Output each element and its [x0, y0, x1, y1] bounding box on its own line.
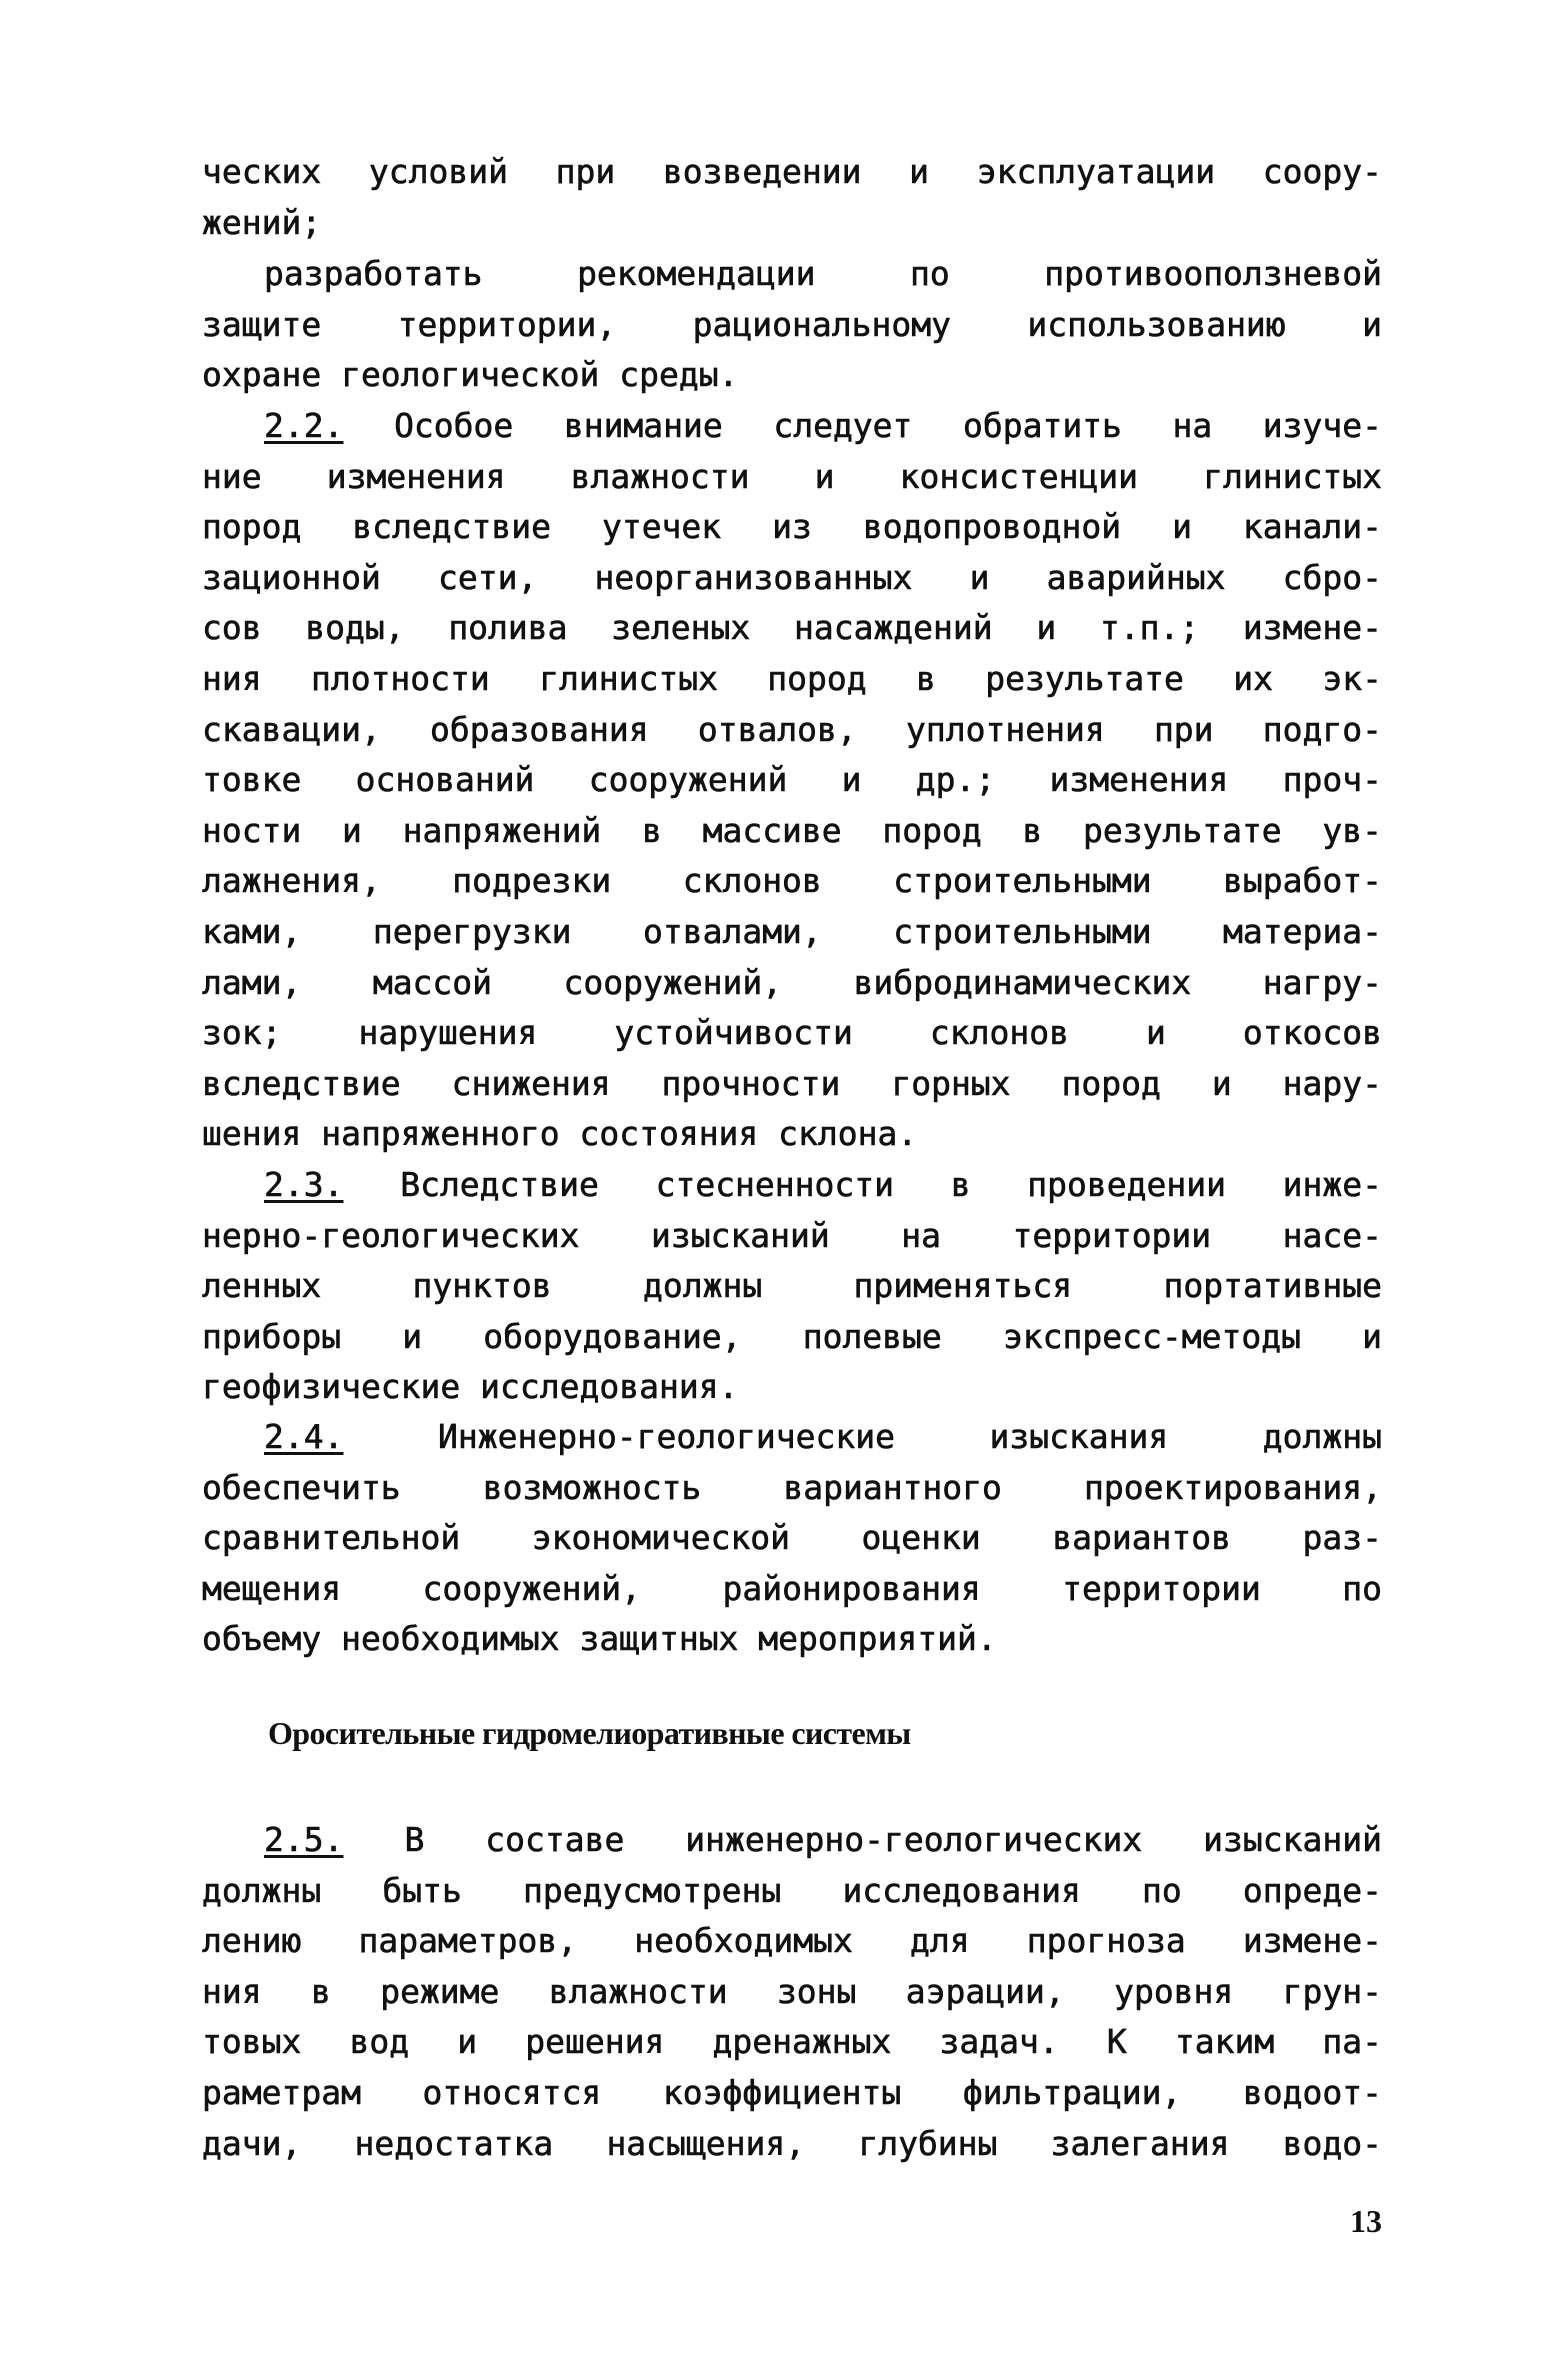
text-line: раметрам относятся коэффициенты фильтрации, водоот- [202, 2072, 1382, 2112]
text-segment: Вследствие стесненности в проведении инже- [400, 1165, 1382, 1204]
text-line: ние изменения влажности и консистенции глинистых [202, 456, 1382, 496]
text-line: мещения сооружений, районирования территории по [202, 1568, 1382, 1608]
text-line: ния плотности глинистых пород в результате их эк- [202, 658, 1382, 698]
text-line: ческих условий при возведении и эксплуатации соору- [202, 152, 1382, 191]
page-number: 13 [1350, 2203, 1382, 2239]
paragraph-2-5 [202, 1815, 1382, 2169]
text-line: вследствие снижения прочности горных пород и нару- [202, 1063, 1382, 1103]
text-line: сов воды, полива зеленых насаждений и т.п.; измене- [202, 608, 1382, 648]
paragraph-2-2 [202, 401, 1382, 1160]
text-line: нерно-геологических изысканий на территории насе- [202, 1215, 1382, 1255]
text-line: ленных пунктов должны применяться портативные [202, 1266, 1382, 1306]
paragraph-2-4 [202, 1412, 1382, 1665]
text-line: зок; нарушения устойчивости склонов и откосов [202, 1013, 1382, 1053]
text-line: товых вод и решения дренажных задач. К таким па- [202, 2022, 1382, 2062]
text-segment: В составе инженерно-геологических изысканий [404, 1820, 1382, 1859]
text-segment: Особое внимание следует обратить на изуче- [394, 406, 1382, 445]
text-line: шения напряженного состояния склона. [202, 1114, 918, 1154]
text-line: скавации, образования отвалов, уплотнения при подго- [202, 709, 1382, 749]
text-line: лению параметров, необходимых для прогноза измене- [202, 1921, 1382, 1961]
clause-number: 2.5. [264, 1820, 344, 1859]
section-heading: Оросительные гидромелиоративные системы [268, 1715, 911, 1751]
text-line: обеспечить возможность вариантного проектирования, [202, 1467, 1382, 1507]
paragraph-2-3 [202, 1160, 1382, 1413]
text-segment: Инженерно-геологические изыскания должны [438, 1417, 1382, 1456]
clause-number: 2.2. [264, 406, 344, 445]
text-line: ния в режиме влажности зоны аэрации, уровня грун- [202, 1971, 1382, 2011]
text-line: должны быть предусмотрены исследования по опреде- [202, 1870, 1382, 1910]
text-line [202, 1815, 1382, 1866]
text-line: лами, массой сооружений, вибродинамических нагру- [202, 962, 1382, 1002]
text-line: товке оснований сооружений и др.; изменения проч- [202, 760, 1382, 800]
text-line: пород вследствие утечек из водопроводной и канали- [202, 507, 1382, 547]
paragraph-recommendations [202, 249, 1382, 401]
text-line: защите территории, рациональному использованию и [202, 304, 1382, 344]
clause-number: 2.4. [264, 1417, 344, 1456]
text-line: ками, перегрузки отвалами, строительными материа- [202, 911, 1382, 951]
text-line: охране геологической среды. [202, 355, 739, 395]
text-line: разработать рекомендации по противооползневой [264, 254, 1382, 293]
text-line: геофизические исследования. [202, 1367, 739, 1407]
text-line: ности и напряжений в массиве пород в результате ув- [202, 810, 1382, 850]
text-line: жений; [202, 202, 322, 242]
text-line [202, 1160, 1382, 1211]
text-line: дачи, недостатка насыщения, глубины залегания водо- [202, 2123, 1382, 2163]
text-line: лажнения, подрезки склонов строительными выработ- [202, 861, 1382, 901]
text-line: зационной сети, неорганизованных и аварийных сбро- [202, 557, 1382, 597]
text-line: объему необходимых защитных мероприятий. [202, 1619, 997, 1659]
text-line [202, 1412, 1382, 1463]
clause-number: 2.3. [264, 1165, 344, 1204]
text-line [202, 401, 1382, 452]
text-line: сравнительной экономической оценки вариантов раз- [202, 1518, 1382, 1558]
paragraph-continuation [202, 147, 1382, 248]
document-page [202, 0, 1382, 2363]
text-line: приборы и оборудование, полевые экспресс-методы и [202, 1316, 1382, 1356]
